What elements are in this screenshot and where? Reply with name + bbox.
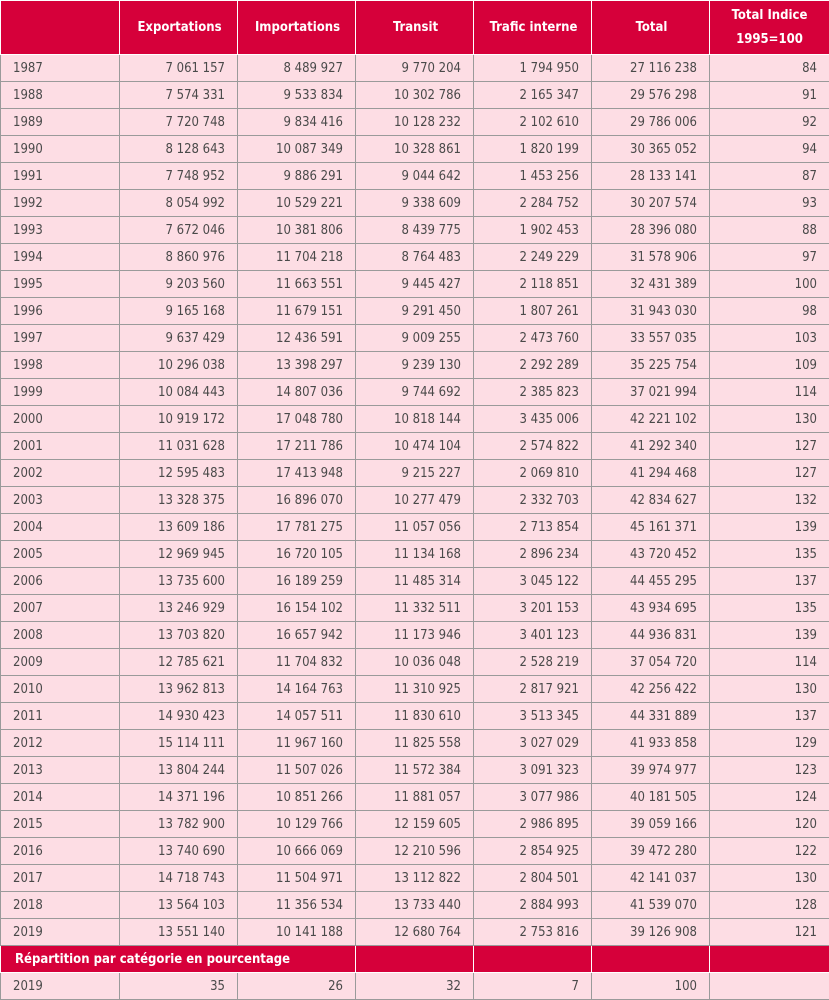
section-title: Répartition par catégorie en pourcentage (1, 946, 356, 973)
cell-transit: 11 881 057 (356, 784, 474, 811)
cell-exportations: 13 328 375 (120, 487, 238, 514)
cell-year: 1987 (1, 55, 120, 82)
cell-year: 2013 (1, 757, 120, 784)
header-transit: Transit (356, 1, 474, 55)
cell-total-indice: 129 (710, 730, 829, 757)
cell-transit: 11 057 056 (356, 514, 474, 541)
cell-year: 2008 (1, 622, 120, 649)
cell-importations: 10 666 069 (238, 838, 356, 865)
table-row (1, 622, 829, 649)
table-row (1, 784, 829, 811)
cell-importations: 14 807 036 (238, 379, 356, 406)
cell-exportations: 11 031 628 (120, 433, 238, 460)
cell-exportations: 13 735 600 (120, 568, 238, 595)
cell-total: 37 021 994 (592, 379, 710, 406)
cell-importations: 11 504 971 (238, 865, 356, 892)
cell-transit: 11 485 314 (356, 568, 474, 595)
cell-trafic-interne: 7 (474, 973, 592, 1000)
cell-trafic-interne: 3 077 986 (474, 784, 592, 811)
cell-exportations: 7 748 952 (120, 163, 238, 190)
cell-importations: 10 129 766 (238, 811, 356, 838)
table-row (1, 298, 829, 325)
cell-trafic-interne: 1 902 453 (474, 217, 592, 244)
cell-exportations: 14 718 743 (120, 865, 238, 892)
cell-total: 44 455 295 (592, 568, 710, 595)
cell-transit: 9 291 450 (356, 298, 474, 325)
cell-trafic-interne: 2 986 895 (474, 811, 592, 838)
cell-year: 1989 (1, 109, 120, 136)
cell-total-indice: 92 (710, 109, 829, 136)
cell-total-indice: 132 (710, 487, 829, 514)
cell-total: 30 365 052 (592, 136, 710, 163)
cell-total-indice: 121 (710, 919, 829, 946)
header-year (1, 1, 120, 55)
cell-year: 2019 (1, 919, 120, 946)
table-row (1, 649, 829, 676)
cell-transit: 9 338 609 (356, 190, 474, 217)
cell-exportations: 13 246 929 (120, 595, 238, 622)
cell-total: 28 396 080 (592, 217, 710, 244)
cell-total: 29 576 298 (592, 82, 710, 109)
cell-year: 2000 (1, 406, 120, 433)
cell-trafic-interne: 2 804 501 (474, 865, 592, 892)
cell-transit: 9 239 130 (356, 352, 474, 379)
cell-year: 2015 (1, 811, 120, 838)
cell-year: 2001 (1, 433, 120, 460)
cell-total-indice: 135 (710, 541, 829, 568)
cell-importations: 17 413 948 (238, 460, 356, 487)
cell-exportations: 13 740 690 (120, 838, 238, 865)
cell-transit: 11 310 925 (356, 676, 474, 703)
cell-total-indice: 94 (710, 136, 829, 163)
header-total-indice: Total Indice 1995=100 (710, 1, 829, 55)
cell-exportations: 8 860 976 (120, 244, 238, 271)
cell-transit: 11 572 384 (356, 757, 474, 784)
cell-year: 2010 (1, 676, 120, 703)
cell-exportations: 12 785 621 (120, 649, 238, 676)
section-row (1, 946, 829, 973)
cell-trafic-interne: 1 453 256 (474, 163, 592, 190)
cell-total: 35 225 754 (592, 352, 710, 379)
cell-exportations: 13 962 813 (120, 676, 238, 703)
table-row (1, 568, 829, 595)
cell-exportations: 12 969 945 (120, 541, 238, 568)
table-row (1, 919, 829, 946)
table-body (1, 55, 829, 1000)
cell-total: 42 221 102 (592, 406, 710, 433)
cell-total: 100 (592, 973, 710, 1000)
cell-total: 40 181 505 (592, 784, 710, 811)
table-row (1, 757, 829, 784)
cell-year: 2014 (1, 784, 120, 811)
table-row (1, 82, 829, 109)
cell-transit: 13 733 440 (356, 892, 474, 919)
cell-total: 27 116 238 (592, 55, 710, 82)
cell-total-indice: 100 (710, 271, 829, 298)
cell-exportations: 14 371 196 (120, 784, 238, 811)
cell-year: 1999 (1, 379, 120, 406)
cell-exportations: 35 (120, 973, 238, 1000)
cell-year: 2006 (1, 568, 120, 595)
cell-importations: 16 657 942 (238, 622, 356, 649)
cell-year: 2019 (1, 973, 120, 1000)
cell-transit: 11 332 511 (356, 595, 474, 622)
cell-year: 1997 (1, 325, 120, 352)
cell-exportations: 13 609 186 (120, 514, 238, 541)
table-row (1, 460, 829, 487)
cell-total: 30 207 574 (592, 190, 710, 217)
cell-exportations: 9 637 429 (120, 325, 238, 352)
cell-total-indice: 88 (710, 217, 829, 244)
cell-trafic-interne: 3 091 323 (474, 757, 592, 784)
cell-trafic-interne: 2 528 219 (474, 649, 592, 676)
table-row (1, 352, 829, 379)
cell-importations: 11 967 160 (238, 730, 356, 757)
table-header (1, 1, 829, 55)
cell-importations: 8 489 927 (238, 55, 356, 82)
cell-total-indice: 130 (710, 676, 829, 703)
cell-importations: 17 048 780 (238, 406, 356, 433)
table-row (1, 730, 829, 757)
cell-year: 2005 (1, 541, 120, 568)
cell-transit: 9 744 692 (356, 379, 474, 406)
cell-trafic-interne: 2 165 347 (474, 82, 592, 109)
cell-transit: 11 134 168 (356, 541, 474, 568)
cell-year: 1995 (1, 271, 120, 298)
table-row (1, 190, 829, 217)
cell-importations: 10 087 349 (238, 136, 356, 163)
cell-importations: 9 533 834 (238, 82, 356, 109)
cell-year: 2002 (1, 460, 120, 487)
table-row (1, 217, 829, 244)
cell-total: 41 294 468 (592, 460, 710, 487)
cell-total: 42 256 422 (592, 676, 710, 703)
table-row (1, 865, 829, 892)
cell-importations: 11 663 551 (238, 271, 356, 298)
cell-total-indice: 84 (710, 55, 829, 82)
cell-importations: 10 851 266 (238, 784, 356, 811)
cell-year: 2018 (1, 892, 120, 919)
table-row (1, 595, 829, 622)
cell-importations: 10 381 806 (238, 217, 356, 244)
cell-total: 41 292 340 (592, 433, 710, 460)
cell-trafic-interne: 2 896 234 (474, 541, 592, 568)
cell-exportations: 13 703 820 (120, 622, 238, 649)
cell-year: 2011 (1, 703, 120, 730)
cell-transit: 9 770 204 (356, 55, 474, 82)
cell-trafic-interne: 3 401 123 (474, 622, 592, 649)
cell-importations: 17 211 786 (238, 433, 356, 460)
cell-transit: 11 173 946 (356, 622, 474, 649)
cell-total: 43 720 452 (592, 541, 710, 568)
cell-trafic-interne: 2 118 851 (474, 271, 592, 298)
cell-trafic-interne: 2 817 921 (474, 676, 592, 703)
cell-exportations: 13 564 103 (120, 892, 238, 919)
cell-exportations: 10 084 443 (120, 379, 238, 406)
cell-trafic-interne: 2 284 752 (474, 190, 592, 217)
cell-transit: 9 044 642 (356, 163, 474, 190)
table-row (1, 433, 829, 460)
cell-total: 45 161 371 (592, 514, 710, 541)
table-row (1, 892, 829, 919)
table-row (1, 811, 829, 838)
cell-trafic-interne: 2 332 703 (474, 487, 592, 514)
cell-total-indice: 127 (710, 460, 829, 487)
table-row (1, 136, 829, 163)
cell-total-indice: 98 (710, 298, 829, 325)
cell-importations: 16 896 070 (238, 487, 356, 514)
cell-year: 1992 (1, 190, 120, 217)
cell-importations: 11 356 534 (238, 892, 356, 919)
cell-importations: 14 164 763 (238, 676, 356, 703)
cell-exportations: 10 919 172 (120, 406, 238, 433)
cell-exportations: 14 930 423 (120, 703, 238, 730)
cell-total: 31 943 030 (592, 298, 710, 325)
cell-total-indice: 137 (710, 568, 829, 595)
cell-trafic-interne: 1 820 199 (474, 136, 592, 163)
cell-importations: 16 154 102 (238, 595, 356, 622)
cell-transit: 9 215 227 (356, 460, 474, 487)
cell-year: 2004 (1, 514, 120, 541)
cell-transit: 10 474 104 (356, 433, 474, 460)
cell-importations: 11 679 151 (238, 298, 356, 325)
cell-exportations: 9 203 560 (120, 271, 238, 298)
table-row (1, 838, 829, 865)
cell-exportations: 13 804 244 (120, 757, 238, 784)
cell-transit: 8 764 483 (356, 244, 474, 271)
cell-transit: 10 328 861 (356, 136, 474, 163)
table-row (1, 325, 829, 352)
table-row (1, 271, 829, 298)
table-row (1, 406, 829, 433)
cell-total: 29 786 006 (592, 109, 710, 136)
table-row (1, 379, 829, 406)
cell-transit: 13 112 822 (356, 865, 474, 892)
cell-total-indice: 139 (710, 622, 829, 649)
cell-year: 2007 (1, 595, 120, 622)
cell-year: 2016 (1, 838, 120, 865)
cell-year: 2017 (1, 865, 120, 892)
cell-trafic-interne: 1 794 950 (474, 55, 592, 82)
cell-transit: 12 159 605 (356, 811, 474, 838)
cell-transit: 9 445 427 (356, 271, 474, 298)
cell-total: 32 431 389 (592, 271, 710, 298)
section-empty-cell (710, 946, 829, 973)
cell-importations: 11 507 026 (238, 757, 356, 784)
cell-trafic-interne: 3 201 153 (474, 595, 592, 622)
cell-year: 2012 (1, 730, 120, 757)
cell-exportations: 13 551 140 (120, 919, 238, 946)
cell-importations: 17 781 275 (238, 514, 356, 541)
cell-exportations: 9 165 168 (120, 298, 238, 325)
cell-total-indice: 122 (710, 838, 829, 865)
cell-trafic-interne: 2 102 610 (474, 109, 592, 136)
cell-trafic-interne: 3 045 122 (474, 568, 592, 595)
cell-importations: 26 (238, 973, 356, 1000)
cell-exportations: 13 782 900 (120, 811, 238, 838)
header-row (1, 1, 829, 55)
cell-year: 2009 (1, 649, 120, 676)
cell-total: 39 472 280 (592, 838, 710, 865)
cell-trafic-interne: 2 713 854 (474, 514, 592, 541)
cell-trafic-interne: 2 884 993 (474, 892, 592, 919)
table-row (1, 109, 829, 136)
cell-year: 1996 (1, 298, 120, 325)
cell-trafic-interne: 2 753 816 (474, 919, 592, 946)
cell-importations: 11 704 832 (238, 649, 356, 676)
cell-total-indice: 128 (710, 892, 829, 919)
cell-total: 28 133 141 (592, 163, 710, 190)
cell-transit: 10 302 786 (356, 82, 474, 109)
cell-trafic-interne: 1 807 261 (474, 298, 592, 325)
cell-total: 42 834 627 (592, 487, 710, 514)
cell-exportations: 15 114 111 (120, 730, 238, 757)
cell-exportations: 12 595 483 (120, 460, 238, 487)
section-empty-cell (474, 946, 592, 973)
header-trafic-interne: Trafic interne (474, 1, 592, 55)
cell-exportations: 8 128 643 (120, 136, 238, 163)
cell-exportations: 8 054 992 (120, 190, 238, 217)
cell-total-indice: 124 (710, 784, 829, 811)
cell-total-indice: 91 (710, 82, 829, 109)
cell-exportations: 10 296 038 (120, 352, 238, 379)
cell-transit: 10 036 048 (356, 649, 474, 676)
table-row (1, 541, 829, 568)
cell-total: 44 936 831 (592, 622, 710, 649)
cell-total-indice: 135 (710, 595, 829, 622)
table-row (1, 487, 829, 514)
cell-importations: 12 436 591 (238, 325, 356, 352)
cell-trafic-interne: 2 069 810 (474, 460, 592, 487)
cell-trafic-interne: 2 292 289 (474, 352, 592, 379)
cell-year: 1994 (1, 244, 120, 271)
cell-total: 31 578 906 (592, 244, 710, 271)
table-row (1, 676, 829, 703)
table-row (1, 703, 829, 730)
section-empty-cell (356, 946, 474, 973)
cell-total: 33 557 035 (592, 325, 710, 352)
cell-total: 43 934 695 (592, 595, 710, 622)
cell-exportations: 7 720 748 (120, 109, 238, 136)
cell-total-indice: 114 (710, 379, 829, 406)
cell-total-indice: 127 (710, 433, 829, 460)
cell-transit: 10 277 479 (356, 487, 474, 514)
cell-total-indice: 109 (710, 352, 829, 379)
cell-total: 42 141 037 (592, 865, 710, 892)
cell-transit: 11 830 610 (356, 703, 474, 730)
cell-year: 1998 (1, 352, 120, 379)
cell-importations: 16 720 105 (238, 541, 356, 568)
cell-trafic-interne: 2 854 925 (474, 838, 592, 865)
cell-importations: 9 886 291 (238, 163, 356, 190)
section-empty-cell (592, 946, 710, 973)
cell-trafic-interne: 2 574 822 (474, 433, 592, 460)
cell-year: 1988 (1, 82, 120, 109)
cell-importations: 10 141 188 (238, 919, 356, 946)
cell-exportations: 7 061 157 (120, 55, 238, 82)
cell-importations: 9 834 416 (238, 109, 356, 136)
table-row (1, 514, 829, 541)
cell-total-indice: 93 (710, 190, 829, 217)
cell-transit: 12 210 596 (356, 838, 474, 865)
cell-trafic-interne: 2 473 760 (474, 325, 592, 352)
table-row (1, 244, 829, 271)
cell-total-indice: 120 (710, 811, 829, 838)
cell-total: 41 539 070 (592, 892, 710, 919)
header-importations: Importations (238, 1, 356, 55)
cell-year: 1991 (1, 163, 120, 190)
cell-trafic-interne: 3 513 345 (474, 703, 592, 730)
cell-transit: 9 009 255 (356, 325, 474, 352)
cell-total-indice: 139 (710, 514, 829, 541)
cell-trafic-interne: 2 385 823 (474, 379, 592, 406)
cell-exportations: 7 672 046 (120, 217, 238, 244)
cell-year: 2003 (1, 487, 120, 514)
cell-transit: 10 818 144 (356, 406, 474, 433)
cell-total-indice: 97 (710, 244, 829, 271)
cell-trafic-interne: 3 435 006 (474, 406, 592, 433)
cell-total-indice: 130 (710, 865, 829, 892)
cell-total: 39 974 977 (592, 757, 710, 784)
cell-transit: 12 680 764 (356, 919, 474, 946)
cell-trafic-interne: 2 249 229 (474, 244, 592, 271)
table-row (1, 163, 829, 190)
cell-importations: 11 704 218 (238, 244, 356, 271)
cell-total-indice: 114 (710, 649, 829, 676)
cell-total: 41 933 858 (592, 730, 710, 757)
cell-total-indice: 130 (710, 406, 829, 433)
cell-importations: 16 189 259 (238, 568, 356, 595)
cell-importations: 10 529 221 (238, 190, 356, 217)
cell-total: 44 331 889 (592, 703, 710, 730)
cell-total-indice: 103 (710, 325, 829, 352)
table-row (1, 55, 829, 82)
percent-row (1, 973, 829, 1000)
cell-exportations: 7 574 331 (120, 82, 238, 109)
cell-year: 1990 (1, 136, 120, 163)
cell-importations: 14 057 511 (238, 703, 356, 730)
cell-trafic-interne: 3 027 029 (474, 730, 592, 757)
cell-transit: 11 825 558 (356, 730, 474, 757)
cell-total-indice (710, 973, 829, 1000)
cell-transit: 10 128 232 (356, 109, 474, 136)
cell-total-indice: 87 (710, 163, 829, 190)
cell-total: 39 059 166 (592, 811, 710, 838)
header-total: Total (592, 1, 710, 55)
cell-total-indice: 123 (710, 757, 829, 784)
cell-year: 1993 (1, 217, 120, 244)
header-exportations: Exportations (120, 1, 238, 55)
cell-transit: 8 439 775 (356, 217, 474, 244)
cell-transit: 32 (356, 973, 474, 1000)
cell-total: 37 054 720 (592, 649, 710, 676)
cell-total: 39 126 908 (592, 919, 710, 946)
cell-total-indice: 137 (710, 703, 829, 730)
cell-importations: 13 398 297 (238, 352, 356, 379)
